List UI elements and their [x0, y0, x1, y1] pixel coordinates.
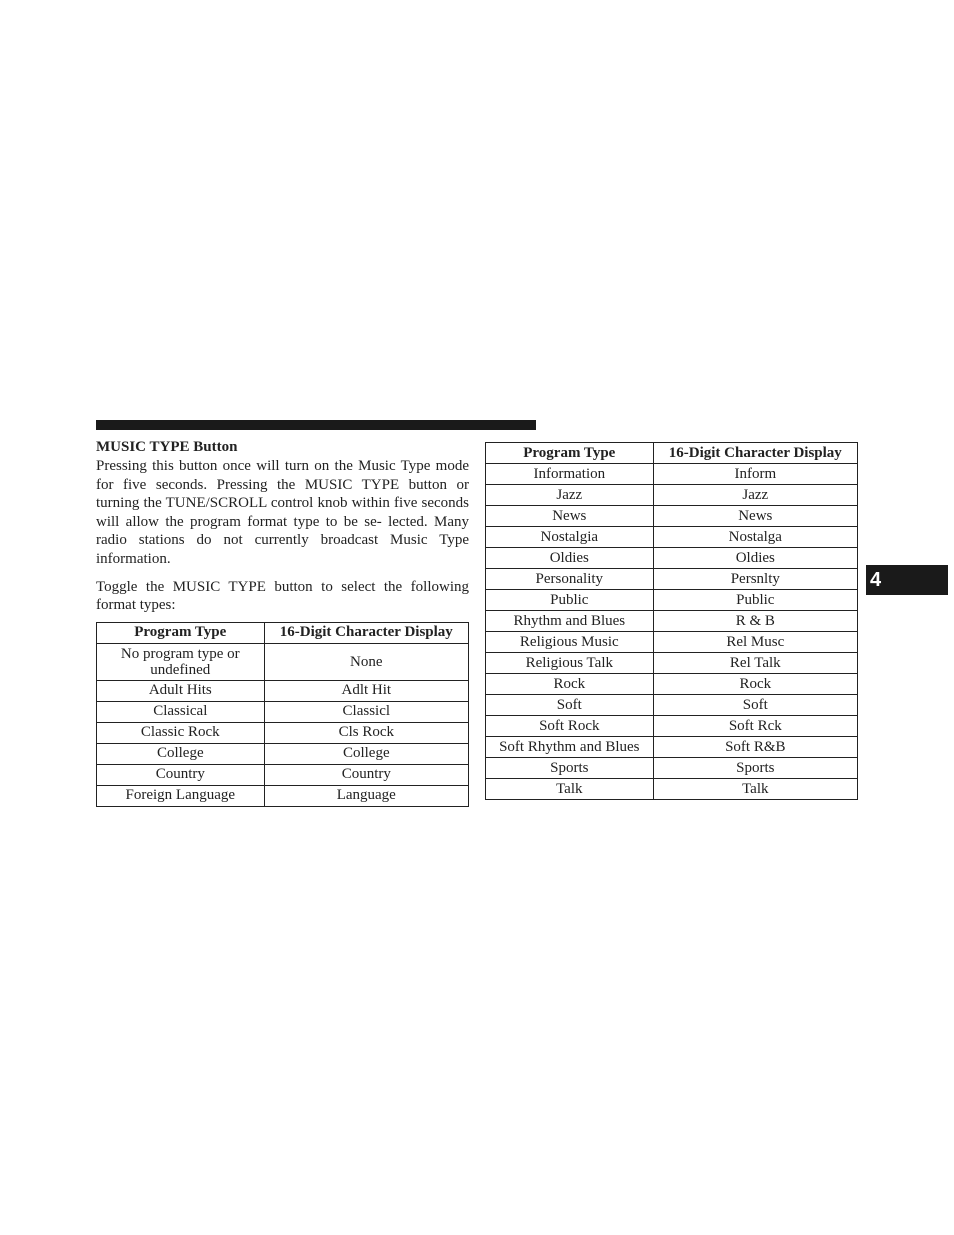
header-program-type: Program Type [486, 443, 654, 464]
program-type-cell: Talk [486, 779, 654, 800]
program-type-cell: Nostalgia [486, 527, 654, 548]
table-row [486, 737, 858, 758]
program-type-cell: Public [486, 590, 654, 611]
display-cell: Soft Rck [653, 716, 857, 737]
display-cell: Country [264, 764, 468, 785]
table-row [486, 716, 858, 737]
program-type-cell: Country [97, 764, 265, 785]
table-row [486, 485, 858, 506]
table-row [486, 590, 858, 611]
section-heading: MUSIC TYPE Button [96, 439, 238, 455]
display-cell: College [264, 743, 468, 764]
program-type-cell: Personality [486, 569, 654, 590]
table-row [486, 464, 858, 485]
table-row [486, 506, 858, 527]
program-type-cell: Soft [486, 695, 654, 716]
program-type-cell: Foreign Language [97, 785, 265, 806]
table-row [486, 611, 858, 632]
table-row [97, 785, 469, 806]
program-type-cell: Information [486, 464, 654, 485]
table-row [486, 674, 858, 695]
table-row [97, 701, 469, 722]
program-type-cell: Religious Music [486, 632, 654, 653]
table-row [97, 764, 469, 785]
display-cell: R & B [653, 611, 857, 632]
program-type-cell: Classic Rock [97, 722, 265, 743]
display-cell: Jazz [653, 485, 857, 506]
display-cell: Classicl [264, 701, 468, 722]
table-row [97, 680, 469, 701]
program-type-cell: Oldies [486, 548, 654, 569]
program-type-cell: Rock [486, 674, 654, 695]
program-type-cell: Rhythm and Blues [486, 611, 654, 632]
display-cell: Soft R&B [653, 737, 857, 758]
table-row [486, 758, 858, 779]
display-cell: Rel Musc [653, 632, 857, 653]
display-cell: Rel Talk [653, 653, 857, 674]
table-row [486, 779, 858, 800]
program-type-cell: Sports [486, 758, 654, 779]
program-type-cell: Soft Rock [486, 716, 654, 737]
intro-paragraph: Pressing this button once will turn on the Music Type mode for five seconds. Pressing the MUSIC TYPE button or turning the TUNE/SCROLL control knob within five seconds will allow the program format type to be se- lected. Many radio stations do not currently broadcast Music Type information. [96, 458, 469, 567]
display-cell: News [653, 506, 857, 527]
program-type-cell: No program type or undefined [97, 643, 265, 680]
display-cell: Inform [653, 464, 857, 485]
chapter-tab: 4 [866, 565, 948, 595]
table-row [97, 643, 469, 680]
display-cell: None [264, 643, 468, 680]
program-type-table-left [96, 622, 469, 807]
header-program-type: Program Type [97, 622, 265, 643]
display-cell: Persnlty [653, 569, 857, 590]
table-row [486, 569, 858, 590]
table-row [486, 527, 858, 548]
header-character-display: 16-Digit Character Display [264, 622, 468, 643]
table-row [97, 722, 469, 743]
program-type-cell: Adult Hits [97, 680, 265, 701]
table-row [97, 743, 469, 764]
toggle-paragraph: Toggle the MUSIC TYPE button to select the following format types: [96, 578, 469, 614]
program-type-cell: Religious Talk [486, 653, 654, 674]
program-type-cell: Jazz [486, 485, 654, 506]
program-type-cell: News [486, 506, 654, 527]
header-character-display: 16-Digit Character Display [653, 443, 857, 464]
left-column [96, 438, 469, 807]
display-cell: Adlt Hit [264, 680, 468, 701]
table-header-row [486, 443, 858, 464]
table-row [486, 548, 858, 569]
display-cell: Talk [653, 779, 857, 800]
program-type-cell: Classical [97, 701, 265, 722]
program-type-cell: Soft Rhythm and Blues [486, 737, 654, 758]
program-type-cell: College [97, 743, 265, 764]
display-cell: Cls Rock [264, 722, 468, 743]
table-row [486, 695, 858, 716]
display-cell: Sports [653, 758, 857, 779]
table-row [486, 653, 858, 674]
display-cell: Rock [653, 674, 857, 695]
table-row [486, 632, 858, 653]
display-cell: Soft [653, 695, 857, 716]
display-cell: Public [653, 590, 857, 611]
table-header-row [97, 622, 469, 643]
display-cell: Language [264, 785, 468, 806]
section-rule-bar [96, 420, 536, 430]
program-type-table-right [485, 442, 858, 800]
display-cell: Oldies [653, 548, 857, 569]
display-cell: Nostalga [653, 527, 857, 548]
